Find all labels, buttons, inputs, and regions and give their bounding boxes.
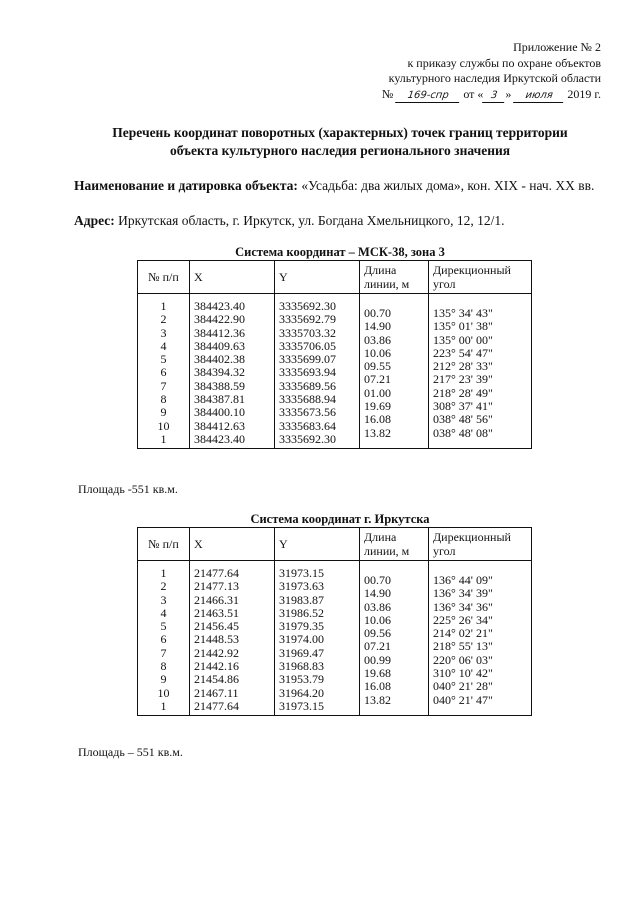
header-length: Длина линии, м [360,528,429,561]
object-address-paragraph [74,212,602,229]
appendix-line-2: к приказу службы по охране объектов [407,55,601,70]
column-num-values [138,294,190,449]
cell-value: 31973.15 [279,698,324,713]
column-y-values [275,561,360,716]
cell-value: 040° 21' 47" [433,692,493,707]
cell-value: 212° 28' 33" [433,359,493,374]
cell-value: 19.69 [364,399,391,414]
cell-value: 19.68 [364,666,391,681]
cell-value: 384388.59 [194,378,245,393]
cell-value: 31969.47 [279,645,324,660]
cell-value: 3335673.56 [279,405,336,420]
cell-value: 384409.63 [194,338,245,353]
cell-value: 6 [160,365,167,380]
order-year: 2019 г. [567,86,601,101]
cell-value: 09.55 [364,359,391,374]
cell-value: 7 [160,645,167,660]
cell-value: 10 [157,685,170,700]
cell-value: 16.08 [364,679,391,694]
coordinate-system-title: Система координат г. Иркутска [250,512,430,526]
cell-value: 6 [160,632,167,647]
cell-value: 00.70 [364,306,391,320]
cell-value: 31973.15 [279,566,324,580]
cell-value: 3335688.94 [279,392,336,407]
order-num-prefix: № [381,86,394,101]
cell-value: 10.06 [364,612,391,627]
cell-value: 3335692.79 [279,312,336,327]
cell-value: 5 [160,619,167,634]
cell-value: 9 [160,672,167,687]
cell-value: 136° 34' 39" [433,586,493,601]
appendix-line-1: Приложение № 2 [513,40,601,54]
cell-value: 21467.11 [194,685,239,700]
header-y: Y [275,261,360,294]
column-x-values [190,561,275,716]
cell-value: 217° 23' 39" [433,372,493,387]
column-num-values [138,561,190,716]
cell-value: 136° 34' 36" [433,599,493,614]
title-line-1: Перечень координат поворотных (характерных) точек границ территории [112,125,568,140]
cell-value: 00.70 [364,573,391,587]
column-length-values [360,294,429,449]
cell-value: 3335703.32 [279,325,336,340]
header-direction: Дирекционный угол [429,528,532,561]
cell-value: 3335706.05 [279,338,336,353]
cell-value: 2 [160,312,167,327]
table-body-row [138,561,532,716]
cell-value: 31983.87 [279,592,324,607]
header-x: X [190,261,275,294]
cell-value: 384400.10 [194,405,245,420]
cell-value: 31968.83 [279,659,324,674]
cell-value: 13.82 [364,425,391,440]
cell-value: 21477.13 [194,579,239,594]
cell-value: 1 [160,566,167,580]
cell-value: 1 [160,698,167,713]
cell-value: 4 [160,605,167,620]
cell-value: 31953.79 [279,672,324,687]
cell-value: 09.56 [364,626,391,641]
order-from-prefix: от « [463,86,484,101]
cell-value: 135° 34' 43" [433,306,493,320]
cell-value: 21442.16 [194,659,239,674]
header-x: X [190,528,275,561]
cell-value: 384402.38 [194,352,245,367]
header-y: Y [275,528,360,561]
cell-value: 21477.64 [194,698,239,713]
cell-value: 214° 02' 21" [433,626,493,641]
cell-value: 040° 21' 28" [433,679,493,694]
handwritten-day: 3 [483,90,507,103]
appendix-header [382,40,601,103]
cell-value: 225° 26' 34" [433,612,493,627]
cell-value: 3335693.94 [279,365,336,380]
cell-value: 31974.00 [279,632,324,647]
area-label: Площадь – 551 кв.м. [78,745,183,759]
cell-value: 21466.31 [194,592,239,607]
cell-value: 8 [160,659,167,674]
cell-value: 31986.52 [279,605,324,620]
handwritten-month: июля [514,90,566,103]
appendix-line-3: культурного наследия Иркутской области [388,71,601,85]
coordinates-table [137,260,532,449]
cell-value: 21442.92 [194,645,239,660]
handwritten-order-number: 169-спр [395,90,461,103]
table-header-row [138,528,532,561]
order-number-line [382,87,601,103]
cell-value: 31973.63 [279,579,324,594]
object-name-paragraph [74,177,602,194]
cell-value: 10 [157,418,170,433]
cell-value: 384394.32 [194,365,245,380]
cell-value: 9 [160,405,167,420]
cell-value: 3 [160,592,167,607]
cell-value: 218° 55' 13" [433,639,493,654]
cell-value: 07.21 [364,639,391,654]
cell-value: 16.08 [364,412,391,427]
cell-value: 21463.51 [194,605,239,620]
column-length-values [360,561,429,716]
cell-value: 21477.64 [194,566,239,580]
cell-value: 07.21 [364,372,391,387]
cell-value: 220° 06' 03" [433,652,493,667]
cell-value: 14.90 [364,586,391,601]
cell-value: 31979.35 [279,619,324,634]
object-address-value: Иркутская область, г. Иркутск, ул. Богдана Хмельницкого, 12, 12/1. [118,213,505,228]
document-title [60,124,620,160]
area-label: Площадь -551 кв.м. [78,482,178,496]
table-body-row [138,294,532,449]
cell-value: 038° 48' 56" [433,412,493,427]
cell-value: 21456.45 [194,619,239,634]
cell-value: 038° 48' 08" [433,425,493,440]
cell-value: 384423.40 [194,431,245,446]
cell-value: 3335683.64 [279,418,336,433]
cell-value: 00.99 [364,652,391,667]
cell-value: 135° 01' 38" [433,319,493,334]
header-num: № п/п [138,261,190,294]
cell-value: 384387.81 [194,392,245,407]
object-name-value: «Усадьба: два жилых дома», кон. XIX - нач. XX вв. [301,178,595,193]
title-line-2: объекта культурного наследия регионального значения [169,143,511,158]
cell-value: 8 [160,392,167,407]
object-address-label: Адрес: [74,213,115,228]
header-length: Длина линии, м [360,261,429,294]
cell-value: 14.90 [364,319,391,334]
cell-value: 2 [160,579,167,594]
cell-value: 31964.20 [279,685,324,700]
cell-value: 03.86 [364,599,391,614]
cell-value: 01.00 [364,385,391,400]
cell-value: 135° 00' 00" [433,332,493,347]
cell-value: 21454.86 [194,672,239,687]
cell-value: 3 [160,325,167,340]
column-direction-values [429,561,532,716]
coordinates-table [137,527,532,716]
cell-value: 1 [160,299,167,313]
cell-value: 4 [160,338,167,353]
coordinate-system-title: Система координат – МСК-38, зона 3 [235,245,445,259]
cell-value: 218° 28' 49" [433,385,493,400]
cell-value: 3335689.56 [279,378,336,393]
cell-value: 10.06 [364,345,391,360]
cell-value: 308° 37' 41" [433,399,493,414]
cell-value: 1 [160,431,167,446]
cell-value: 21448.53 [194,632,239,647]
cell-value: 223° 54' 47" [433,345,493,360]
object-name-label: Наименование и датировка объекта: [74,178,298,193]
cell-value: 310° 10' 42" [433,666,493,681]
cell-value: 5 [160,352,167,367]
cell-value: 3335699.07 [279,352,336,367]
cell-value: 7 [160,378,167,393]
cell-value: 384422.90 [194,312,245,327]
header-direction: Дирекционный угол [429,261,532,294]
cell-value: 384423.40 [194,299,245,313]
table-header-row [138,261,532,294]
cell-value: 03.86 [364,332,391,347]
header-num: № п/п [138,528,190,561]
cell-value: 3335692.30 [279,431,336,446]
column-direction-values [429,294,532,449]
cell-value: 384412.63 [194,418,245,433]
column-x-values [190,294,275,449]
cell-value: 136° 44' 09" [433,573,493,587]
cell-value: 13.82 [364,692,391,707]
order-day-close: » [505,86,512,101]
column-y-values [275,294,360,449]
cell-value: 3335692.30 [279,299,336,313]
cell-value: 384412.36 [194,325,245,340]
